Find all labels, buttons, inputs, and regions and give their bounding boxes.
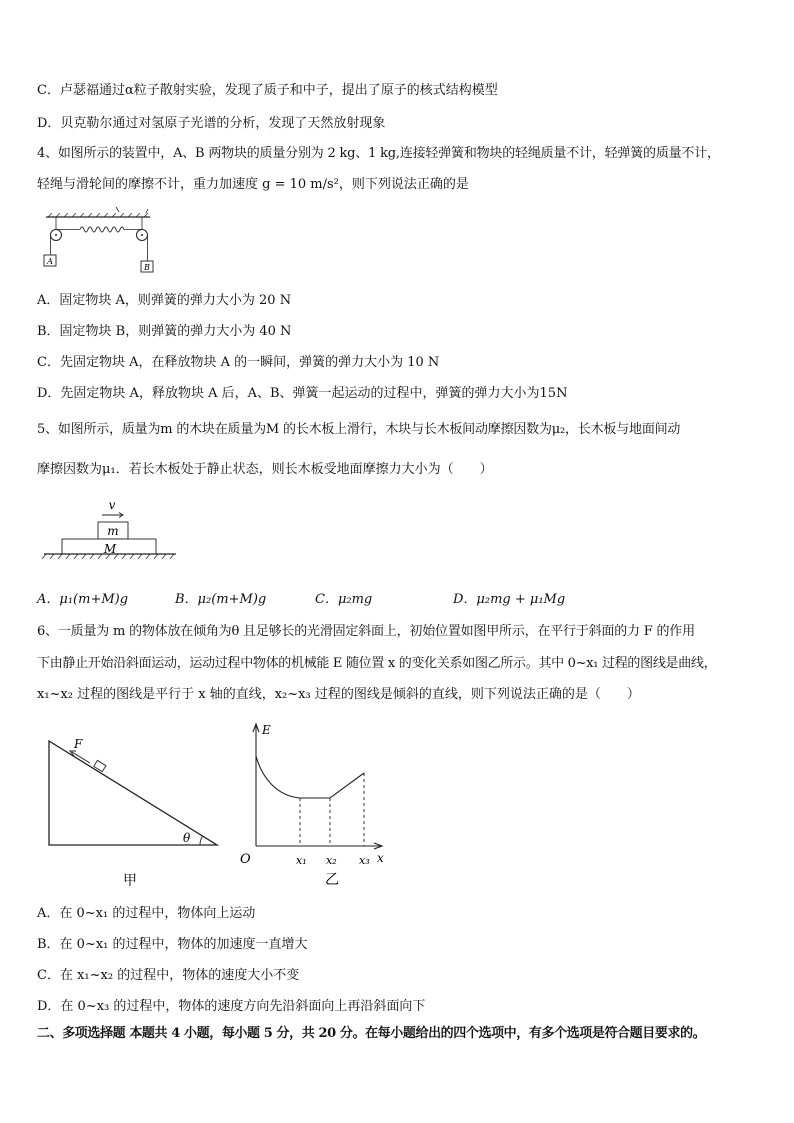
section-two-heading: 二、多项选择题 本题共 4 小题，每小题 5 分，共 20 分。在每小题给出的四个选项中，有多个选项是符合题目要求的。 <box>37 1026 706 1041</box>
q4-pulley-figure <box>40 205 160 275</box>
q6-graph-x2-label: x₂ <box>326 854 337 867</box>
q5-option-b: B．μ₂(m+M)g <box>175 592 267 607</box>
q6-option-c: C．在 x₁~x₂ 的过程中，物体的速度大小不变 <box>37 968 300 983</box>
q6-stem-line2: 下由静止开始沿斜面运动，运动过程中物体的机械能 E 随位置 x 的变化关系如图乙所示。其中 0~x₁ 过程的图线是曲线， <box>37 656 717 671</box>
q4-option-d: D．先固定物块 A，释放物块 A 后，A、B、弹簧一起运动的过程中，弹簧的弹力大小为15N <box>37 386 568 401</box>
q5-velocity-label: v <box>108 498 116 512</box>
q6-option-a: A．在 0~x₁ 的过程中，物体向上运动 <box>37 906 256 921</box>
q6-angle-label: θ <box>183 831 191 845</box>
prev-option-d: D．贝克勒尔通过对氢原子光谱的分析，发现了天然放射现象 <box>37 116 386 131</box>
q6-graph-x1-label: x₁ <box>296 854 307 867</box>
q6-incline-figure <box>40 725 225 895</box>
q6-force-label: F <box>74 737 83 751</box>
q5-stem-line2: 摩擦因数为μ₁．若长木板处于静止状态，则长木板受地面摩擦力大小为（ ） <box>37 462 493 477</box>
q4-stem-line2: 轻绳与滑轮间的摩擦不计，重力加速度 g = 10 m/s²，则下列说法正确的是 <box>37 177 469 192</box>
q5-option-a: A．μ₁(m+M)g <box>37 592 129 607</box>
q5-option-d: D．μ₂mg + μ₁Mg <box>453 592 566 607</box>
q5-option-c: C．μ₂mg <box>315 592 373 607</box>
q6-stem-line1: 6、一质量为 m 的物体放在倾角为θ 且足够长的光滑固定斜面上，初始位置如图甲所示，在平行于斜面的力 F 的作用 <box>37 624 695 639</box>
q4-block-a-label: A <box>47 257 53 266</box>
q5-block-figure <box>40 495 180 565</box>
q6-option-b: B．在 0~x₁ 的过程中，物体的加速度一直增大 <box>37 937 308 952</box>
q6-stem-line3: x₁~x₂ 过程的图线是平行于 x 轴的直线，x₂~x₃ 过程的图线是倾斜的直线，则下列说法正确的是（ ） <box>37 687 640 702</box>
q5-board-label: M <box>103 542 117 556</box>
q6-graph-x3-label: x₃ <box>359 854 370 867</box>
q6-figure-yi-caption: 乙 <box>325 872 339 888</box>
q6-graph-origin-label: O <box>240 852 251 867</box>
q5-small-block-label: m <box>107 524 119 538</box>
q6-figure-jia-caption: 甲 <box>123 873 137 889</box>
prev-option-c: C．卢瑟福通过α粒子散射实验，发现了质子和中子，提出了原子的核式结构模型 <box>37 83 498 98</box>
q4-option-b: B．固定物块 B，则弹簧的弹力大小为 40 N <box>37 324 292 339</box>
q4-block-b-label: B <box>144 263 150 272</box>
q6-graph-x-axis-label: x <box>377 851 384 865</box>
q6-energy-graph <box>232 718 392 890</box>
q6-option-d: D．在 0~x₃ 的过程中，物体的速度方向先沿斜面向上再沿斜面向下 <box>37 999 426 1014</box>
q4-stem-line1: 4、如图所示的装置中，A、B 两物块的质量分别为 2 kg、1 kg,连接轻弹簧和物块的轻绳质量不计，轻弹簧的质量不计， <box>37 146 720 161</box>
q6-graph-e-axis-label: E <box>262 723 271 737</box>
q4-option-a: A．固定物块 A，则弹簧的弹力大小为 20 N <box>37 293 292 308</box>
q4-option-c: C．先固定物块 A，在释放物块 A 的一瞬间，弹簧的弹力大小为 10 N <box>37 355 440 370</box>
q5-stem-line1: 5、如图所示，质量为m 的木块在质量为M 的长木板上滑行，木块与长木板间动摩擦因数为μ₂，长木板与地面间动 <box>37 422 681 437</box>
